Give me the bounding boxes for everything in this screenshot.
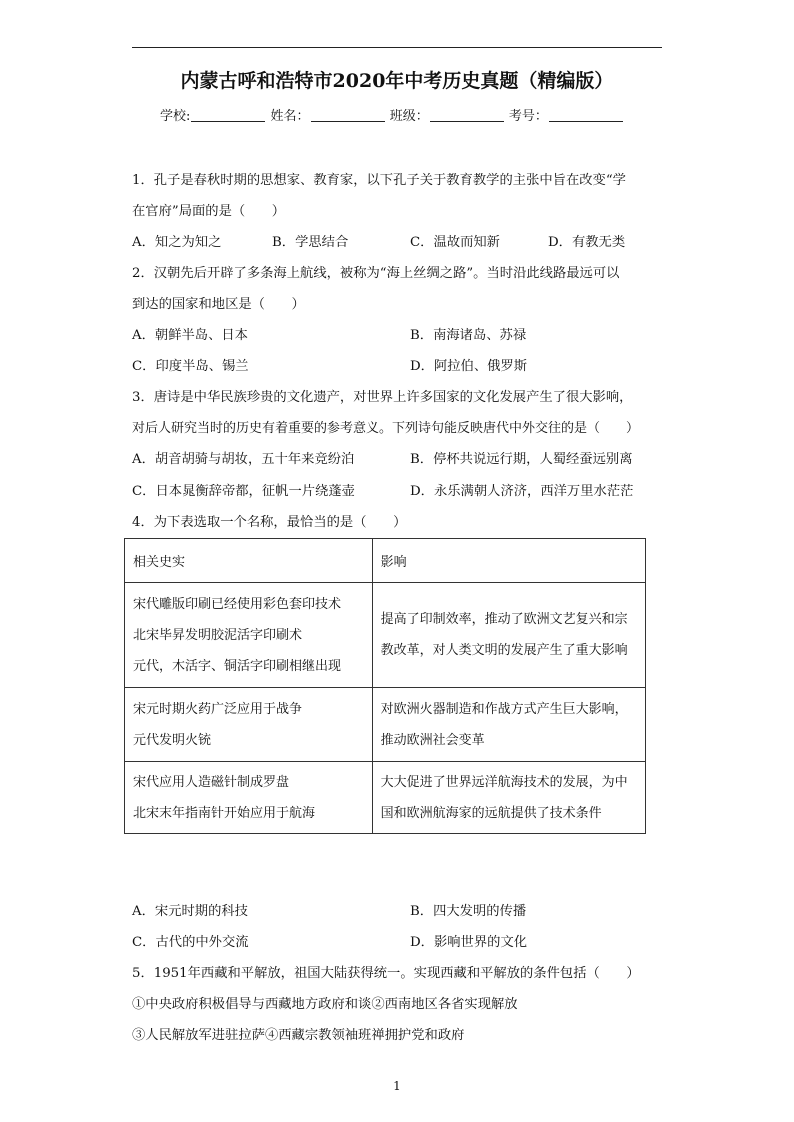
- q4-option-b: B．四大发明的传播: [410, 904, 527, 919]
- q4-row3-facts: [125, 762, 373, 834]
- q2-option-c: C．印度半岛、锡兰: [132, 359, 249, 374]
- q3-option-d: D．永乐满朝人济济，西洋万里水茫茫: [410, 484, 634, 499]
- q4-row2-impact-1: 对欧洲火器制造和作战方式产生巨大影响，: [380, 701, 628, 717]
- q1-option-a: A．知之为知之: [132, 235, 222, 250]
- school-label: 学校:: [160, 109, 191, 124]
- q4-row1-fact-2: 北宋毕昇发明胶泥活字印刷术: [133, 627, 303, 643]
- q1-option-c: C．温故而知新: [410, 235, 500, 250]
- q1-stem-line1: 1．孔子是春秋时期的思想家、教育家，以下孔子关于教育教学的主张中旨在改变“学: [132, 173, 626, 188]
- class-blank: [430, 109, 504, 122]
- q1-stem-line2: 在官府”局面的是（ ）: [132, 204, 286, 219]
- page-number: 1: [393, 1079, 401, 1093]
- name-blank: [311, 109, 385, 122]
- q4-row1-impact-1: 提高了印制效率，推动了欧洲文艺复兴和宗: [380, 612, 628, 627]
- q4-row3-fact-1: 宋代应用人造磁针制成罗盘: [133, 774, 290, 790]
- q2-option-d: D．阿拉伯、俄罗斯: [410, 359, 528, 374]
- q1-option-b: B．学思结合: [272, 235, 349, 250]
- q4-row2-fact-2: 元代发明火铳: [133, 732, 212, 748]
- name-label: 姓名：: [270, 109, 310, 124]
- top-rule: [132, 47, 662, 48]
- q4-row2-facts: [125, 688, 373, 762]
- q4-row1-impact-2: 教改革，对人类文明的发展产生了重大影响: [380, 643, 628, 658]
- student-info-line: [160, 105, 624, 124]
- q4-row3-impact-2: 国和欧洲航海家的远航提供了技术条件: [380, 805, 602, 821]
- exam-no-label: 考号：: [508, 109, 548, 124]
- q2-stem-line2: 到达的国家和地区是（ ）: [132, 297, 305, 312]
- q3-stem-line2: 对后人研究当时的历史有着重要的参考意义。下列诗句能反映唐代中外交往的是（ ）: [132, 421, 640, 436]
- q4-table-header-impact: 影响: [372, 539, 645, 583]
- q4-row1-impact: [372, 583, 645, 688]
- school-blank: [191, 109, 265, 122]
- q5-statement-line2: ③人民解放军进驻拉萨④西藏宗教领袖班禅拥护党和政府: [132, 1028, 465, 1043]
- q4-row3-impact-1: 大大促进了世界远洋航海技术的发展，为中: [380, 774, 628, 790]
- q4-row1-facts: [125, 583, 373, 688]
- q5-stem-line1: 5．1951年西藏和平解放，祖国大陆获得统一。实现西藏和平解放的条件包括（ ）: [132, 966, 640, 981]
- q4-row2-impact: [372, 688, 645, 762]
- q4-row1-fact-1: 宋代雕版印刷已经使用彩色套印技术: [133, 596, 342, 612]
- q2-stem-line1: 2．汉朝先后开辟了多条海上航线，被称为“海上丝绸之路”。当时沿此线路最远可以: [132, 266, 620, 281]
- page-title: 内蒙古呼和浩特市2020年中考历史真题（精编版）: [180, 70, 614, 92]
- q4-table-header-row: [125, 539, 646, 583]
- q3-option-c: C．日本晁衡辞帝都，征帆一片绕蓬壶: [132, 484, 355, 499]
- q4-row1-fact-3: 元代，木活字、铜活字印刷相继出现: [133, 658, 342, 674]
- q4-table-row-gunpowder: [125, 688, 646, 762]
- q3-option-b: B．停杯共说远行期，人蜀经蚕远别离: [410, 452, 633, 467]
- q2-option-a: A．朝鲜半岛、日本: [132, 328, 248, 343]
- q4-row3-impact: [372, 762, 645, 834]
- q3-stem-line1: 3．唐诗是中华民族珍贵的文化遗产，对世界上许多国家的文化发展产生了很大影响，: [132, 390, 633, 405]
- q4-option-c: C．古代的中外交流: [132, 935, 249, 950]
- exam-no-blank: [549, 109, 623, 122]
- q4-table-row-printing: [125, 583, 646, 688]
- q1-option-d: D．有教无类: [548, 235, 626, 250]
- q3-option-a: A．胡音胡骑与胡妆，五十年来竞纷泊: [132, 452, 355, 467]
- class-label: 班级：: [389, 109, 429, 124]
- q2-option-b: B．南海诸岛、苏禄: [410, 328, 527, 343]
- q4-row2-fact-1: 宋元时期火药广泛应用于战争: [133, 701, 303, 717]
- q4-option-d: D．影响世界的文化: [410, 935, 528, 950]
- q4-option-a: A．宋元时期的科技: [132, 904, 248, 919]
- q5-statement-line1: ①中央政府积极倡导与西藏地方政府和谈②西南地区各省实现解放: [132, 997, 518, 1012]
- q4-table-row-compass: [125, 762, 646, 834]
- q4-row3-fact-2: 北宋末年指南针开始应用于航海: [133, 805, 316, 821]
- q4-stem-line1: 4．为下表选取一个名称，最恰当的是（ ）: [132, 515, 407, 530]
- q4-row2-impact-2: 推动欧洲社会变革: [380, 732, 485, 748]
- q4-table: [124, 538, 646, 834]
- q4-table-header-facts: 相关史实: [125, 539, 373, 583]
